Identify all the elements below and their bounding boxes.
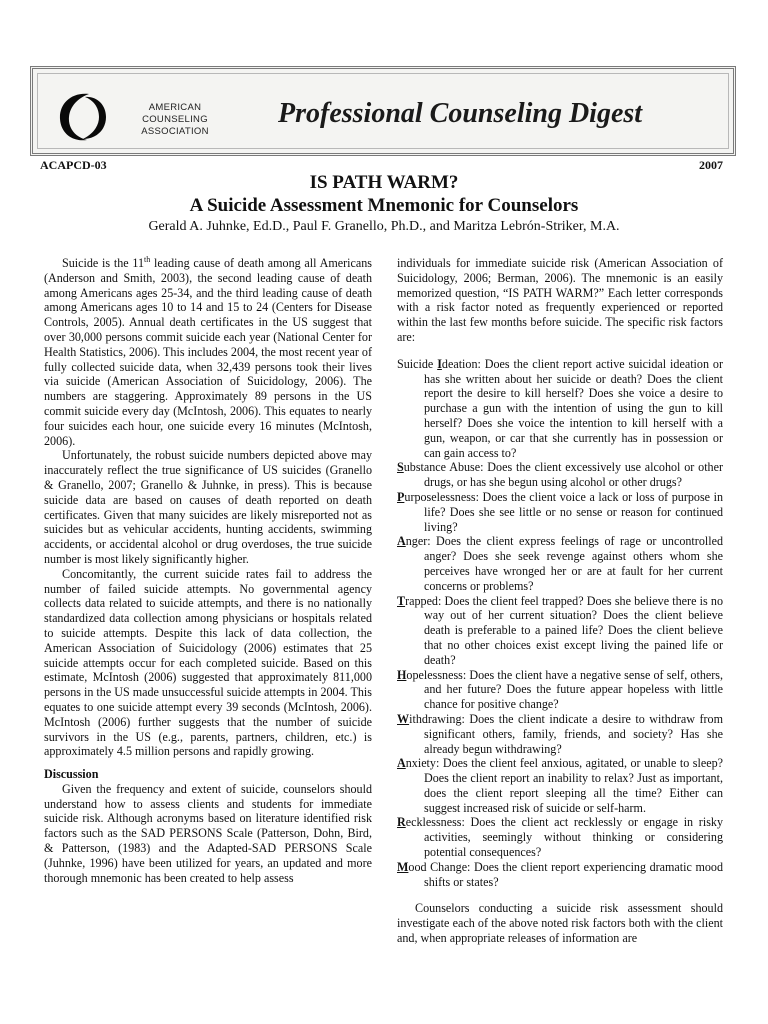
paragraph: Unfortunately, the robust suicide numbers depicted above may inaccurately reflect the true significance of US suicides (Granello & Granello, 2007; Granello & Juhnke, in press). This is because suicide data are based on causes of death reported on death certificates. Given that many suicides are likely misreported not as suicides but as vehicular accidents, hunting accidents, swimming accidents, or accidental alcohol or drug overdoses, the true suicide number is most likely significantly higher. — [44, 448, 372, 566]
paragraph-text: leading cause of death among all Americans (Anderson and Smith, 2003), the second leading cause of death among Americans ages 25-34, and the third leading cause of death among Americans ages 10 to 14 and 15 to 24 (Centers for Disease Controls, 2005). Annual death certificates in the US suggest that over 30,000 persons commit suicide each year (National Center for Health Statistics, 2006). This includes 2004, the most recent year of fully collected suicide data, when 32,439 persons took their lives via suicide (American Association of Suicidology, 2006). The numbers are staggering. Approximately 89 persons in the US commit suicide every day (McIntosh, 2006). This equates to nearly four suicides each hour, one suicide every 16 minutes (McIntosh, 2006). — [44, 256, 372, 448]
risk-factor-item: Hopelessness: Does the client have a negative sense of self, others, and her future? Does the future appear hopeless with little chance for positive change? — [397, 667, 723, 712]
left-column — [44, 256, 372, 885]
risk-factor-item: Mood Change: Does the client report experiencing dramatic mood shifts or states? — [397, 859, 723, 889]
mnemonic-letter: H — [397, 667, 407, 682]
publication-year: 2007 — [699, 158, 723, 172]
discussion-heading: Discussion — [44, 767, 99, 782]
right-column — [397, 256, 723, 946]
mnemonic-letter: I — [437, 356, 442, 371]
mnemonic-letter: R — [397, 815, 406, 830]
paragraph: Counselors conducting a suicide risk assessment should investigate each of the above noted risk factors both with the client and, when appropriate releases of information are — [397, 901, 723, 946]
ordinal-superscript: th — [144, 254, 151, 264]
mnemonic-letter: W — [397, 711, 410, 726]
mnemonic-letter: A — [397, 756, 406, 771]
risk-factor-item: Anxiety: Does the client feel anxious, agitated, or unable to sleep? Does the client report an inability to relax? Just as important, does the client report sleeping all the time? Either can suggest increased risk of suicide or self-harm. — [397, 756, 723, 815]
paragraph-text: Suicide is the 11 — [62, 256, 145, 270]
mnemonic-letter: M — [397, 859, 409, 874]
org-name-line3: ASSOCIATION — [141, 126, 209, 137]
title-block — [40, 172, 728, 236]
risk-factor-item: Substance Abuse: Does the client excessively use alcohol or other drugs, or has she begun using alcohol or other drugs? — [397, 460, 723, 490]
org-name-line1: AMERICAN — [148, 102, 202, 113]
risk-factor-item: Trapped: Does the client feel trapped? Does she believe there is no way out of her current situation? Does the client believe death is preferable to a pained life? Does the client believe that no other choices exist except living the pained life or death? — [397, 593, 723, 667]
article-authors: Gerald A. Juhnke, Ed.D., Paul F. Granello, Ph.D., and Maritza Lebrón-Striker, M.A. — [148, 219, 620, 234]
mnemonic-letter: S — [397, 460, 404, 475]
digest-header — [30, 66, 736, 156]
paragraph: Concomitantly, the current suicide rates fail to address the number of failed suicide attempts. No governmental agency collects data related to suicide attempts, and there is no nationally standardized data collection among physicians or hospitals related to suicide attempts. Despite this lack of data collection, the American Association of Suicidology (2006) estimates that 25 suicide attempts occur for each completed suicide. Based on this estimate, McIntosh (2006) suggested that approximately 811,000 persons in the US made unsuccessful suicide attempts in 2004. This equates to one suicide attempt every 39 seconds (McIntosh, 2006). McIntosh (2006) further suggests that the number of suicide survivors in the US (e.g., parents, partners, children, etc.) is approximately 4.5 million persons and rapidly growing. — [44, 566, 372, 759]
risk-factor-item: Suicide Ideation: Does the client report active suicidal ideation or has she written about her suicide or death? Does the client report the desire to kill herself? Does she voice a desire to purchase a gun with the intention of using the gun to kill herself? Does she voice the intention to kill herself with a gun, weapon, or car that she currently has in possession or can gain access to? — [397, 356, 723, 460]
paragraph: individuals for immediate suicide risk (American Association of Suicidology, 2006; Berman, 2006). The mnemonic is an easily memorized question, “IS PATH WARM?” Each letter corresponds with a risk factor noted as frequently experienced or reported within the last few months before suicide. The specific risk factors are: — [397, 256, 723, 344]
org-name — [130, 102, 220, 138]
risk-factor-list — [397, 357, 723, 890]
digest-title: Professional Counseling Digest — [278, 98, 643, 129]
risk-factor-item: Anger: Does the client express feelings of rage or uncontrolled anger? Does she seek revenge against others whom she perceives have wronged her or are at fault for her current concerns or problems? — [397, 534, 723, 593]
digest-header-inner — [37, 73, 729, 149]
mnemonic-letter: A — [397, 534, 406, 549]
aca-ring-logo-icon — [53, 88, 113, 146]
risk-factor-item: Withdrawing: Does the client indicate a desire to withdraw from significant others, family, friends, and society? Has she already begun withdrawing? — [397, 711, 723, 756]
risk-factor-item: Recklessness: Does the client act recklessly or engage in risky activities, seemingly without thinking or considering potential consequences? — [397, 815, 723, 860]
mnemonic-letter: T — [397, 593, 406, 608]
article-subtitle: A Suicide Assessment Mnemonic for Counselors — [189, 195, 579, 216]
article-title: IS PATH WARM? — [309, 172, 459, 193]
paragraph: Given the frequency and extent of suicide, counselors should understand how to assess clients and students for immediate suicide risk. Although acronyms based on literature identified risk factors such as the SAD PERSONS Scale (Patterson, Dohn, Bird, & Patterson, (1983) and the Adapted-SAD PERSONS Scale (Juhnke, 1996) have been utilized for years, an updated and more thorough mnemonic has been created to help assess — [44, 781, 372, 885]
paragraph — [44, 256, 372, 448]
meta-row — [40, 158, 723, 173]
org-name-line2: COUNSELING — [142, 114, 208, 125]
risk-factor-item: Purposelessness: Does the client voice a lack or loss of purpose in life? Does she see little or no sense or reason for continued living? — [397, 489, 723, 534]
publication-code: ACAPCD-03 — [40, 158, 107, 172]
mnemonic-letter: P — [397, 489, 405, 504]
